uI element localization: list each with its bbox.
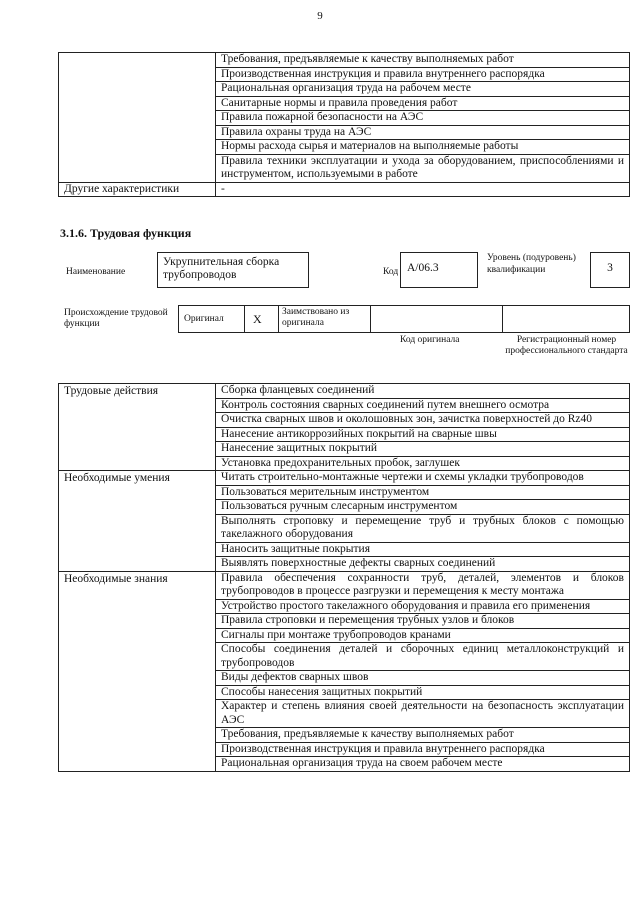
origin-label: Происхождение трудовой функции [64, 308, 168, 329]
borrowed-label: Заимствовано из оригинала [282, 307, 350, 328]
other-characteristics-value: - [216, 182, 630, 197]
original-mark: X [253, 312, 262, 326]
level-value: 3 [590, 252, 630, 288]
continuation-table [58, 52, 630, 197]
table-row: Очистка сварных швов и околошовных зон, зачистка поверхностей до Rz40 [216, 413, 630, 428]
table-row: Правила обеспечения сохранности труб, деталей, элементов и блоков трубопроводов в процессе разгрузки и перемещения к месту монтажа [216, 571, 630, 599]
section-title: 3.1.6. Трудовая функция [60, 226, 192, 240]
level-label: Уровень (подуровень) квалификации [487, 253, 576, 275]
continuation-label-cell [59, 53, 216, 183]
table-row: Выявлять поверхностные дефекты сварных соединений [216, 557, 630, 572]
table-row: Производственная инструкция и правила внутреннего распорядка [216, 742, 630, 757]
table-row: Наносить защитные покрытия [216, 542, 630, 557]
table-row: Правила пожарной безопасности на АЭС [216, 111, 630, 126]
group-label-skills: Необходимые умения [59, 471, 216, 572]
name-label: Наименование [66, 267, 126, 277]
table-row: Пользоваться ручным слесарным инструментом [216, 500, 630, 515]
labor-function-table [58, 383, 630, 772]
table-row: Устройство простого такелажного оборудования и правила его применения [216, 599, 630, 614]
other-characteristics-label: Другие характеристики [59, 182, 216, 197]
table-row: Рациональная организация труда на рабочем месте [216, 82, 630, 97]
reg-number-label: Регистрационный номер профессионального стандарта [505, 335, 628, 356]
page-number: 9 [317, 10, 323, 22]
table-row: Правила строповки и перемещения трубных узлов и блоков [216, 614, 630, 629]
table-row: Правила техники эксплуатации и ухода за оборудованием, приспособлениями и инструментом, используемыми в работе [216, 154, 630, 182]
table-row: Производственная инструкция и правила внутреннего распорядка [216, 67, 630, 82]
table-row: Нанесение антикоррозийных покрытий на сварные швы [216, 427, 630, 442]
table-row: Нанесение защитных покрытий [216, 442, 630, 457]
code-value: А/06.3 [400, 252, 478, 288]
origin-box [178, 305, 630, 333]
table-row: Виды дефектов сварных швов [216, 671, 630, 686]
table-row: Сигналы при монтаже трубопроводов кранами [216, 628, 630, 643]
table-row: Установка предохранительных пробок, заглушек [216, 456, 630, 471]
divider [244, 305, 245, 333]
table-row: Способы соединения деталей и сборочных единиц металлоконструкций и трубопроводов [216, 643, 630, 671]
name-value: Укрупнительная сборка трубопроводов [157, 252, 309, 288]
table-row: Правила охраны труда на АЭС [216, 125, 630, 140]
table-row: Нормы расхода сырья и материалов на выполняемые работы [216, 140, 630, 155]
table-row: Рациональная организация труда на своем рабочем месте [216, 757, 630, 772]
divider [370, 305, 371, 333]
table-row: Выполнять строповку и перемещение труб и трубных блоков с помощью такелажного оборудования [216, 514, 630, 542]
divider [278, 305, 279, 333]
table-row: Требования, предъявляемые к качеству выполняемых работ [216, 728, 630, 743]
table-row: Пользоваться мерительным инструментом [216, 485, 630, 500]
group-label-labor-actions: Трудовые действия [59, 384, 216, 471]
table-row: Требования, предъявляемые к качеству выполняемых работ [216, 53, 630, 68]
table-row: Санитарные нормы и правила проведения работ [216, 96, 630, 111]
code-label: Код [383, 267, 399, 277]
table-row: Характер и степень влияния своей деятельности на безопасность эксплуатации АЭС [216, 700, 630, 728]
group-label-knowledge: Необходимые знания [59, 571, 216, 771]
table-row: Читать строительно-монтажные чертежи и схемы укладки трубопроводов [216, 471, 630, 486]
table-row: Сборка фланцевых соединений [216, 384, 630, 399]
code-original-label: Код оригинала [400, 335, 460, 345]
original-label: Оригинал [184, 314, 224, 324]
divider [502, 305, 503, 333]
table-row: Контроль состояния сварных соединений путем внешнего осмотра [216, 398, 630, 413]
table-row: Способы нанесения защитных покрытий [216, 685, 630, 700]
